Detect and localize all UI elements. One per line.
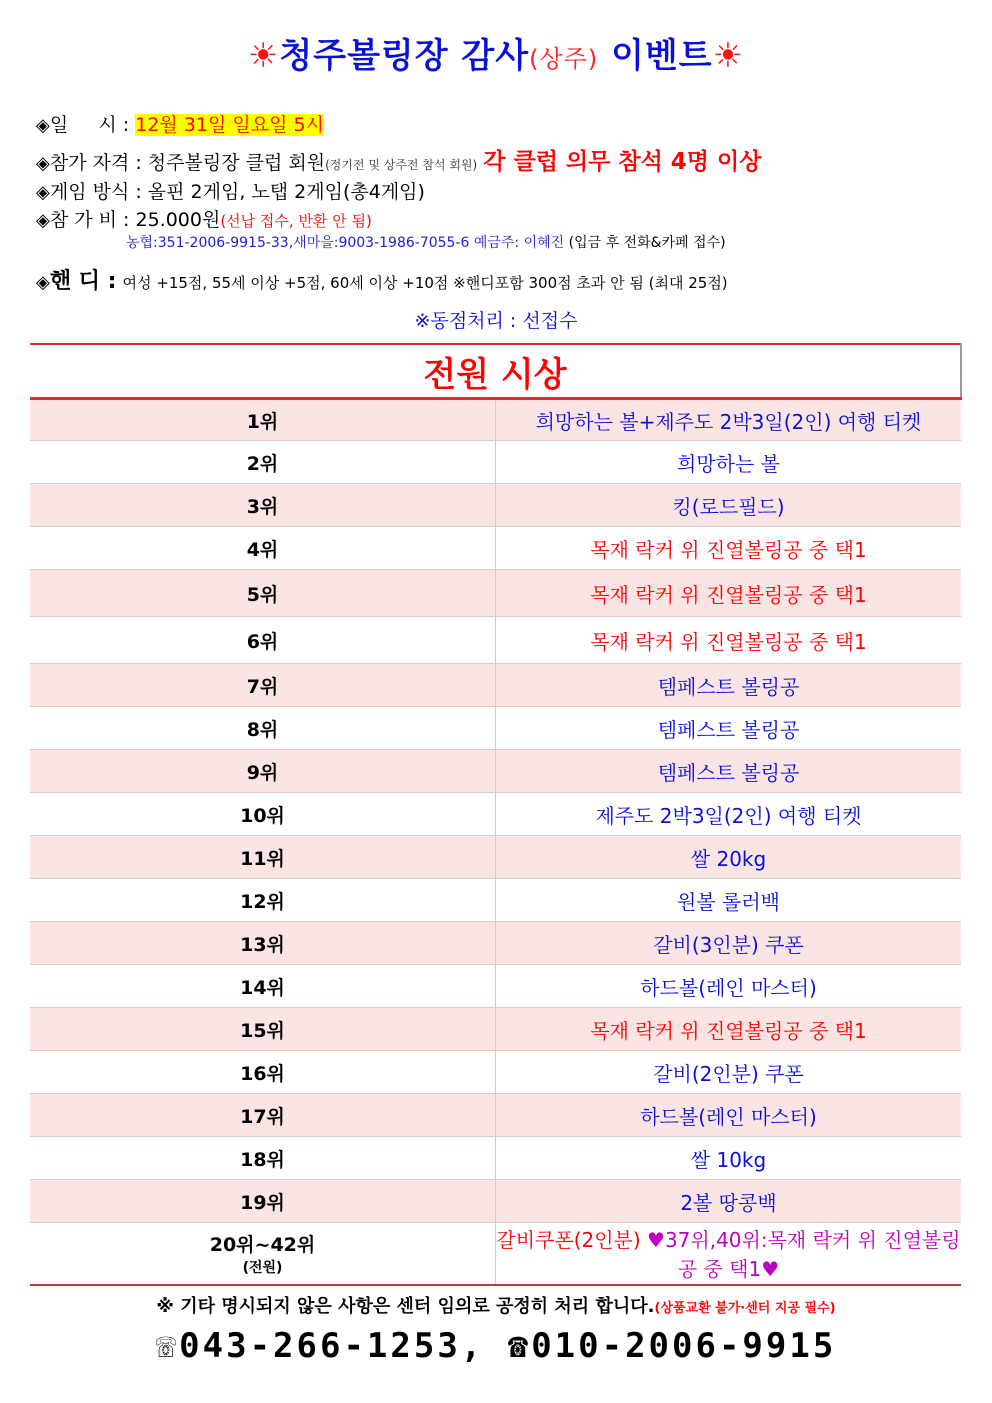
game-value: 올핀 2게임, 노탭 2게임(총4게임) [147, 181, 425, 203]
prize-cell: 목재 락커 위 진열볼링공 중 택1 [496, 1008, 962, 1051]
game-line [36, 177, 425, 204]
fee-line [36, 205, 372, 232]
table-row [30, 441, 961, 484]
fee-value: 25.000원 [135, 209, 221, 231]
rank-cell: 10위 [30, 793, 496, 836]
diamond-bullet-icon: ◈ [36, 153, 50, 174]
sun-icon: ☀ [247, 36, 280, 76]
table-row [30, 1094, 961, 1137]
handicap-label: 핸 디 : [49, 269, 117, 294]
rank-cell: 9위 [30, 750, 496, 793]
qualification-value: 청주볼링장 클럽 회원 [147, 152, 326, 174]
table-row [30, 527, 961, 570]
handicap-line [36, 264, 728, 295]
rank-label: 20위~42위 [209, 1233, 316, 1256]
rank-cell: 12위 [30, 879, 496, 922]
rank-cell: 17위 [30, 1094, 496, 1137]
title-main: 청주볼링장 감사 [279, 36, 530, 76]
prize-extra-label: ♥37위,40위:목재 락커 위 진열볼링공 중 택1♥ [647, 1228, 961, 1282]
table-row [30, 879, 961, 922]
title-paren: (상주) [529, 45, 599, 73]
prize-cell: 희망하는 볼+제주도 2박3일(2인) 여행 티켓 [496, 399, 962, 441]
prize-cell: 목재 락커 위 진열볼링공 중 택1 [496, 617, 962, 664]
handicap-value: 여성 +15점, 55세 이상 +5점, 60세 이상 +10점 ※핸디포함 300점 초과 안 됨 (최대 25점) [122, 274, 728, 292]
rank-cell: 4위 [30, 527, 496, 570]
table-row [30, 750, 961, 793]
page-title [0, 28, 992, 77]
rank-cell: 5위 [30, 570, 496, 617]
rank-cell: 16위 [30, 1051, 496, 1094]
rank-cell: 6위 [30, 617, 496, 664]
prize-cell: 템페스트 볼링공 [496, 707, 962, 750]
prize-table [30, 343, 962, 1286]
prize-cell: 하드볼(레인 마스터) [496, 1094, 962, 1137]
tiebreak-rule: ※동점처리 : 선접수 [414, 310, 578, 332]
table-row [30, 1137, 961, 1180]
rank-cell: 1위 [30, 399, 496, 441]
prize-table-title: 전원 시상 [30, 344, 961, 399]
rank-cell: 11위 [30, 836, 496, 879]
rank-cell: 13위 [30, 922, 496, 965]
fee-note: (선납 접수, 반환 안 됨) [220, 212, 372, 230]
footer-note-small: (상품교환 불가·센터 지공 필수) [654, 1301, 836, 1316]
prize-cell: 희망하는 볼 [496, 441, 962, 484]
table-row [30, 617, 961, 664]
prize-cell: 목재 락커 위 진열볼링공 중 택1 [496, 527, 962, 570]
prize-cell: 원볼 롤러백 [496, 879, 962, 922]
prize-cell: 갈비(2인분) 쿠폰 [496, 1051, 962, 1094]
footer-note-text: ※ 기타 명시되지 않은 사항은 센터 임의로 공정히 처리 합니다. [156, 1296, 655, 1317]
rank-sub-label: (전원) [242, 1259, 283, 1276]
prize-cell: 쌀 10kg [496, 1137, 962, 1180]
prize-label: 갈비쿠폰(2인분) [496, 1228, 648, 1253]
table-row [30, 484, 961, 527]
prize-cell: 목재 락커 위 진열볼링공 중 택1 [496, 570, 962, 617]
prize-rows [30, 399, 961, 1223]
table-row [30, 1051, 961, 1094]
table-row [30, 836, 961, 879]
table-row [30, 965, 961, 1008]
prize-cell: 2볼 땅콩백 [496, 1180, 962, 1223]
date-line [36, 110, 324, 137]
prize-cell [496, 1223, 962, 1285]
sun-icon: ☀ [712, 36, 745, 76]
diamond-bullet-icon: ◈ [36, 182, 50, 203]
table-row [30, 1180, 961, 1223]
table-row [30, 1223, 961, 1285]
rank-cell: 18위 [30, 1137, 496, 1180]
qualification-requirement: 각 클럽 의무 참석 4명 이상 [483, 149, 762, 175]
prize-cell: 템페스트 볼링공 [496, 750, 962, 793]
table-row [30, 922, 961, 965]
prize-cell: 갈비(3인분) 쿠폰 [496, 922, 962, 965]
title-end: 이벤트 [611, 36, 713, 76]
diamond-bullet-icon: ◈ [36, 272, 50, 293]
game-label: 게임 방식 : [49, 181, 142, 203]
qualification-line [36, 143, 761, 176]
date-label: 일 시 : [49, 114, 130, 136]
qualification-label: 참가 자격 : [49, 152, 142, 174]
rank-cell: 8위 [30, 707, 496, 750]
table-row [30, 570, 961, 617]
footer-note [0, 1292, 992, 1318]
table-row [30, 1008, 961, 1051]
prize-cell: 제주도 2박3일(2인) 여행 티켓 [496, 793, 962, 836]
prize-table-header [30, 344, 961, 399]
prize-cell: 템페스트 볼링공 [496, 664, 962, 707]
account-info: 농협:351-2006-9915-33,새마을:9003-1986-7055-6 예금주: 이혜진 [126, 235, 565, 251]
phone-numbers: ☏043-266-1253, ☎010-2006-9915 [155, 1326, 837, 1366]
table-row [30, 664, 961, 707]
table-row [30, 399, 961, 441]
rank-cell [30, 1223, 496, 1285]
prize-cell: 하드볼(레인 마스터) [496, 965, 962, 1008]
prize-cell: 쌀 20kg [496, 836, 962, 879]
rank-cell: 2위 [30, 441, 496, 484]
table-row [30, 707, 961, 750]
table-row [30, 793, 961, 836]
diamond-bullet-icon: ◈ [36, 210, 50, 231]
account-note: (입금 후 전화&카페 접수) [568, 235, 726, 251]
rank-cell: 7위 [30, 664, 496, 707]
rank-cell: 3위 [30, 484, 496, 527]
rank-cell: 14위 [30, 965, 496, 1008]
rank-cell: 15위 [30, 1008, 496, 1051]
date-value: 12월 31일 일요일 5시 [135, 114, 324, 136]
rank-cell: 19위 [30, 1180, 496, 1223]
prize-cell: 킹(로드필드) [496, 484, 962, 527]
qualification-note: (정기전 및 상주전 참석 회원) [325, 158, 478, 172]
account-line [126, 232, 726, 252]
fee-label: 참 가 비 : [49, 209, 130, 231]
diamond-bullet-icon: ◈ [36, 115, 50, 136]
